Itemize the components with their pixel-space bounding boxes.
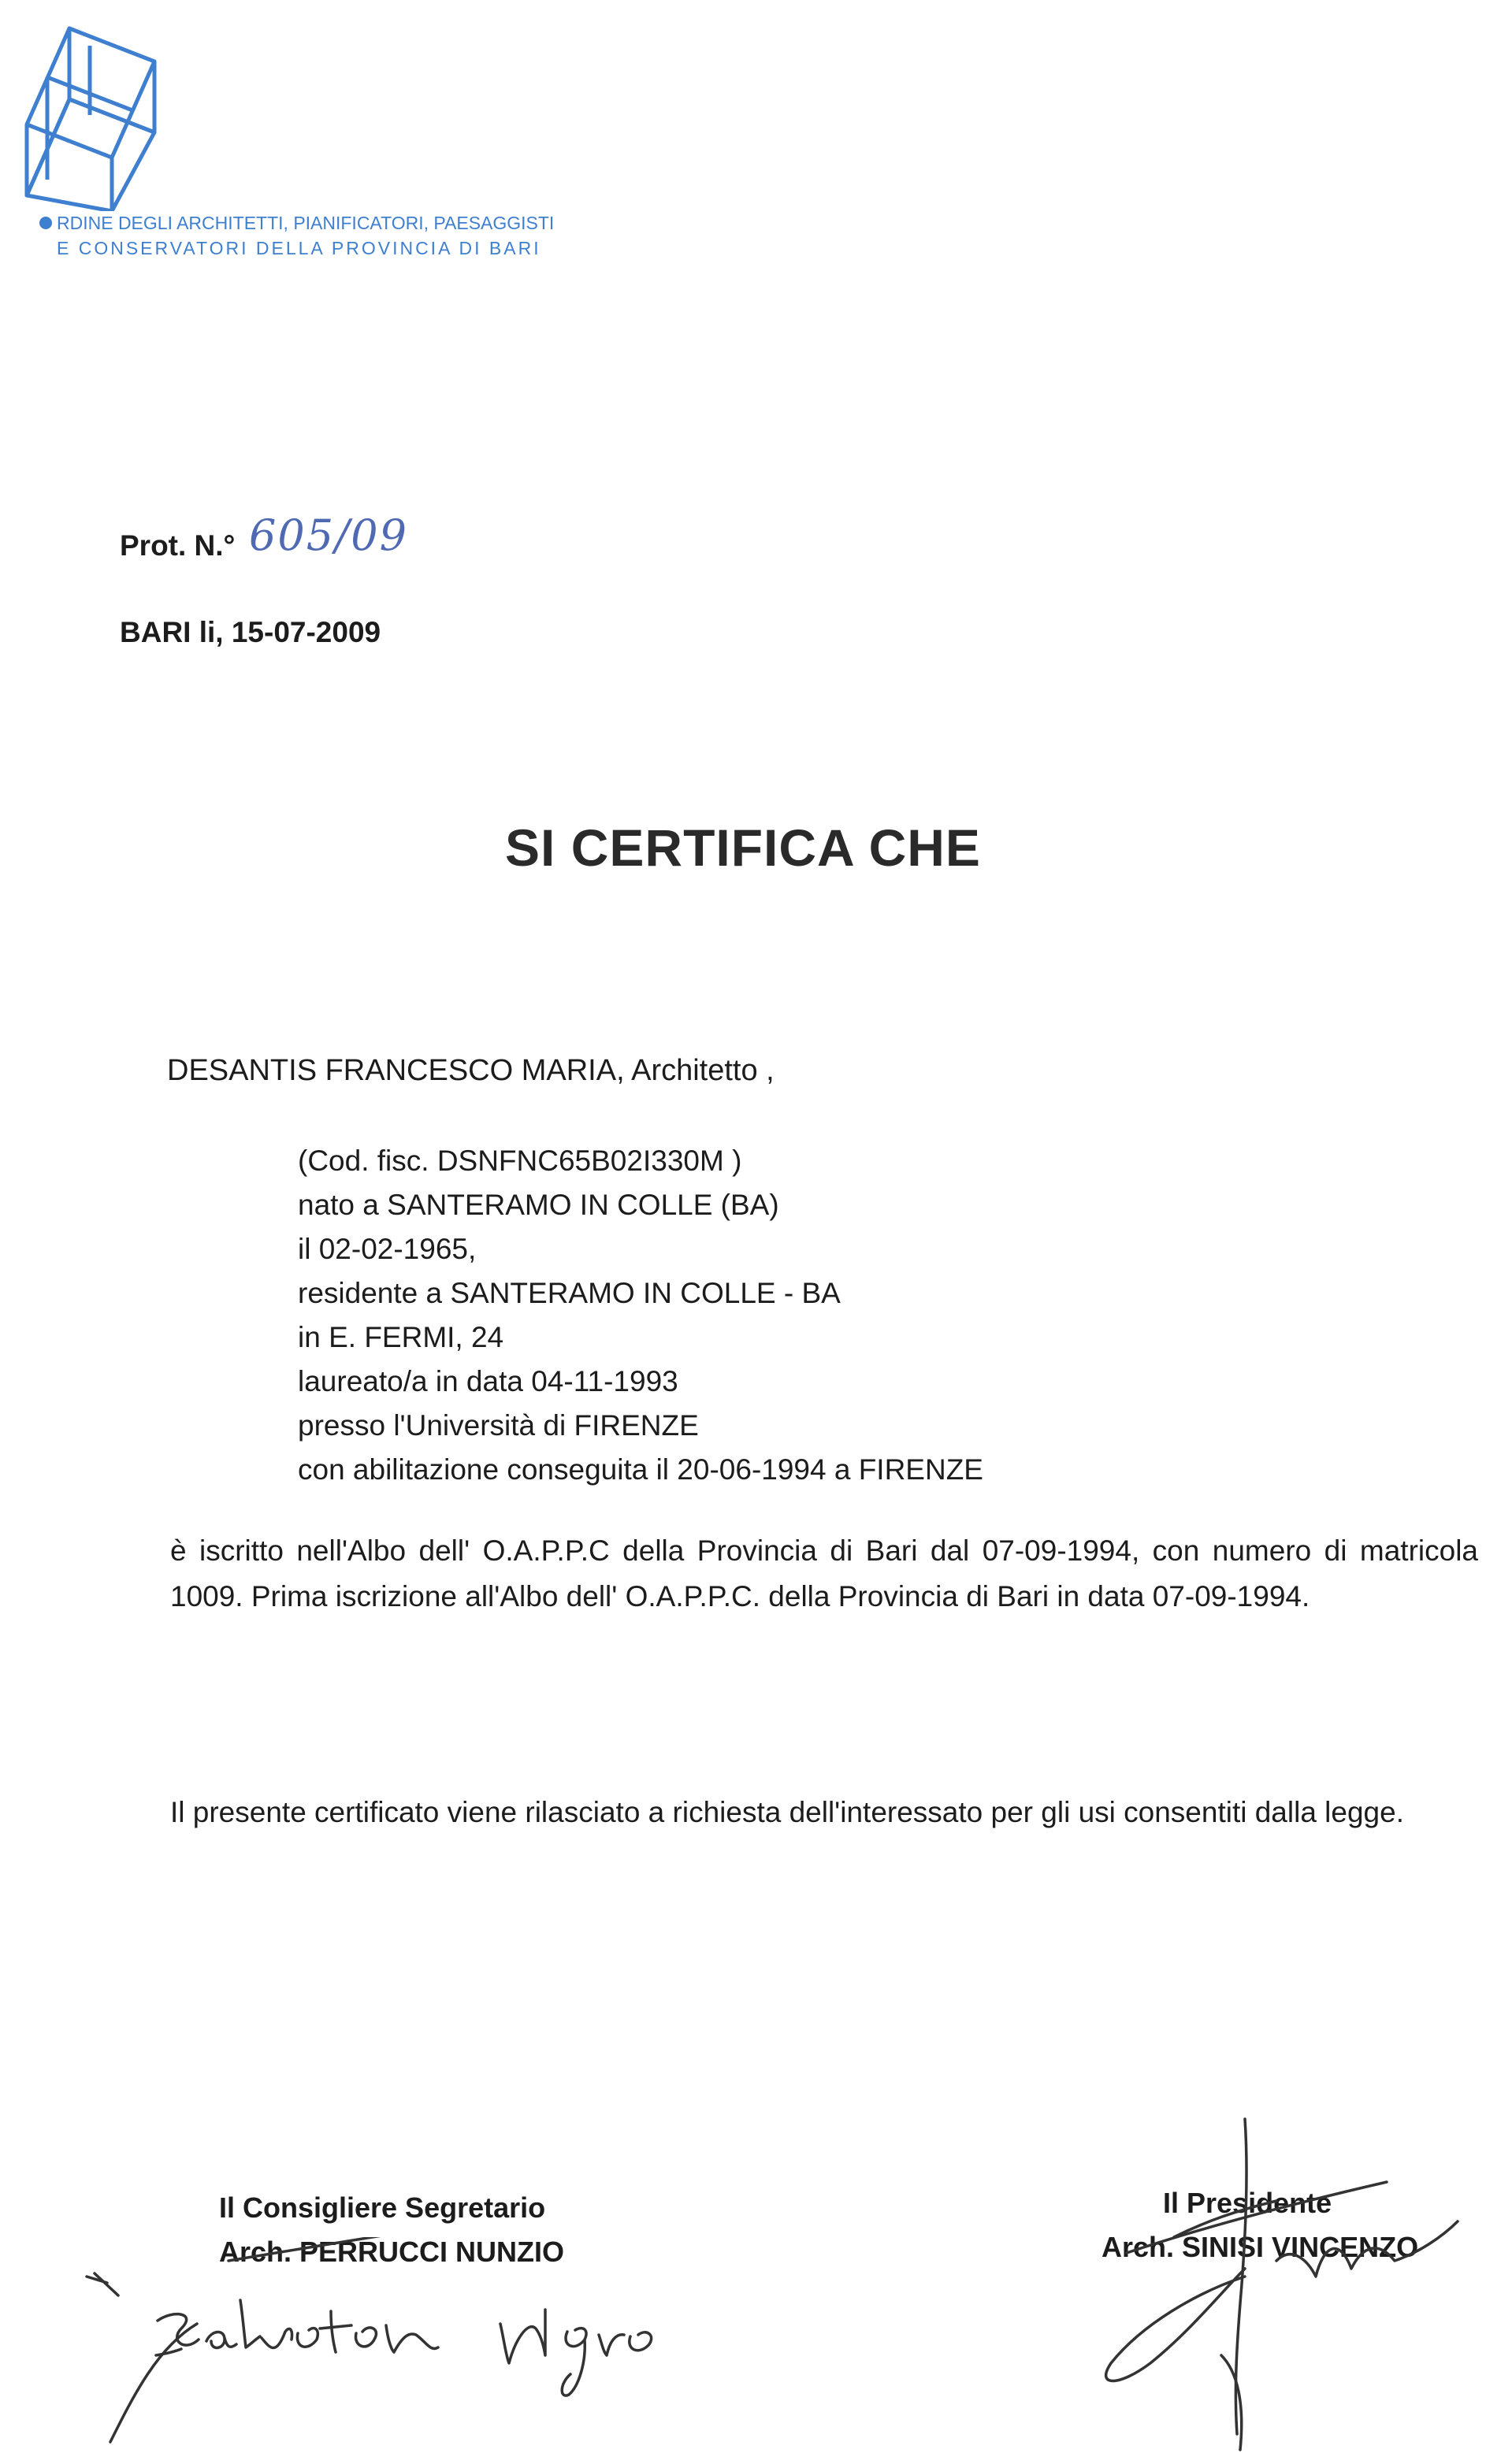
- residence: residente a SANTERAMO IN COLLE - BA: [298, 1277, 841, 1309]
- purpose-paragraph: Il presente certificato viene rilasciato a richiesta dell'interessato per gli usi consentiti dalla legge.: [170, 1796, 1404, 1828]
- secretary-title: Il Consigliere Segretario: [219, 2191, 546, 2224]
- secretary-name: Arch. PERRUCCI NUNZIO: [219, 2236, 565, 2268]
- org-name-line-2: E CONSERVATORI DELLA PROVINCIA DI BARI: [57, 238, 541, 258]
- org-bullet-icon: [39, 217, 52, 229]
- subject-name: DESANTIS FRANCESCO MARIA, Architetto ,: [167, 1054, 775, 1087]
- president-name: Arch. SINISI VINCENZO: [1101, 2231, 1419, 2263]
- tax-code: (Cod. fisc. DSNFNC65B02I330M ): [298, 1145, 742, 1177]
- birthdate: il 02-02-1965,: [298, 1233, 477, 1265]
- document-title: SI CERTIFICA CHE: [505, 818, 981, 877]
- president-signature: [1079, 2103, 1473, 2458]
- address: in E. FERMI, 24: [298, 1321, 504, 1353]
- protocol-number: 605/09: [249, 510, 408, 560]
- secretary-signature: [63, 2237, 709, 2458]
- subject-details: [298, 1139, 983, 1492]
- place-date: BARI li, 15-07-2009: [120, 616, 381, 648]
- qualification: con abilitazione conseguita il 20-06-1994 a FIRENZE: [298, 1453, 983, 1486]
- registration-paragraph: è iscritto nell'Albo dell' O.A.P.P.C della Provincia di Bari dal 07-09-1994, con numero di matricola 1009. Prima iscrizione all'Albo dell' O.A.P.P.C. della Provincia di Bari in data 07-09-1994.: [170, 1534, 1478, 1612]
- university: presso l'Università di FIRENZE: [298, 1409, 699, 1442]
- protocol-label: Prot. N.°: [120, 529, 236, 562]
- order-logo-icon: [22, 22, 164, 211]
- birthplace: nato a SANTERAMO IN COLLE (BA): [298, 1189, 779, 1221]
- degree-date: laureato/a in data 04-11-1993: [298, 1365, 678, 1397]
- president-title: Il Presidente: [1163, 2187, 1332, 2219]
- org-name-line-1: RDINE DEGLI ARCHITETTI, PIANIFICATORI, PAESAGGISTI: [57, 213, 554, 234]
